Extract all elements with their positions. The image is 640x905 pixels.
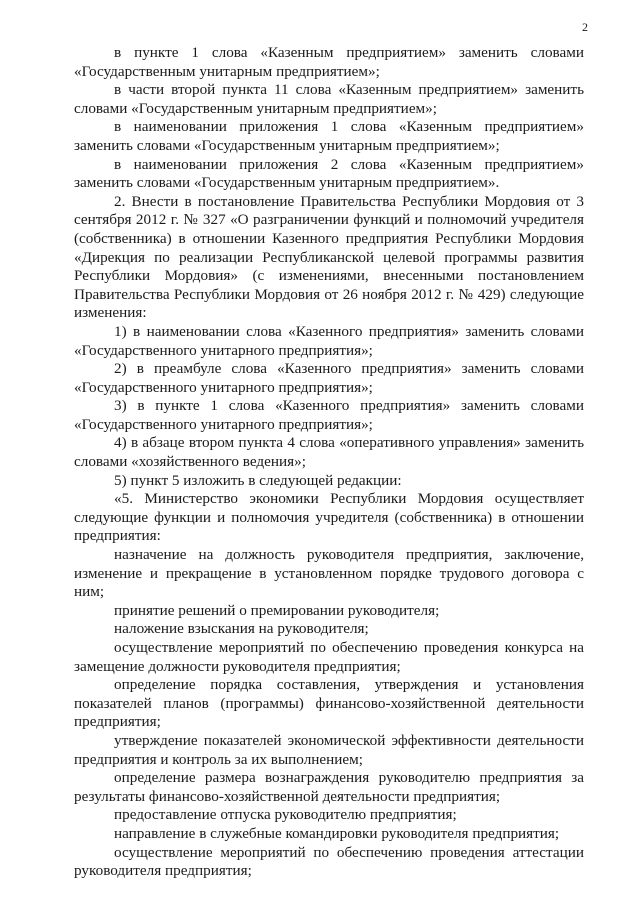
paragraph: «5. Министерство экономики Республики Мордовия осуществляет следующие функции и полномочия учредителя (собственника) в отношении предприятия: [74,490,584,545]
paragraph: в наименовании приложения 2 слова «Казенным предприятием» заменить словами «Государственным унитарным предприятием». [74,155,584,192]
paragraph: 2. Внести в постановление Правительства Республики Мордовия от 3 сентября 2012 г. № 327 «О разграничении функций и полномочий учредителя (собственника) в отношении Казенного предприятия Республики Мордовия «Дирекция по реализации Республиканской целевой программы развития Республики Мордовия» (с изменениями, внесенными постановлением Правительства Республики Мордовия от 26 ноября 2012 г. № 429) следующие изменения: [74,192,584,322]
paragraph: предоставление отпуска руководителю предприятия; [114,806,457,824]
paragraph: направление в служебные командировки руководителя предприятия; [114,824,560,842]
paragraph: принятие решений о премировании руководителя; [114,601,440,619]
document-body [74,44,584,881]
paragraph: 5) пункт 5 изложить в следующей редакции: [114,471,402,489]
paragraph: 1) в наименовании слова «Казенного предприятия» заменить словами «Государственного унитарного предприятия»; [74,322,584,359]
paragraph: осуществление мероприятий по обеспечению проведения аттестации руководителя предприятия; [74,843,584,880]
paragraph: определение размера вознаграждения руководителю предприятия за результаты финансово-хозяйственной деятельности предприятия; [74,769,584,805]
paragraph: в пункте 1 слова «Казенным предприятием» заменить словами «Государственным унитарным предприятием»; [74,44,584,80]
paragraph: 3) в пункте 1 слова «Казенного предприятия» заменить словами «Государственного унитарного предприятия»; [74,397,584,433]
paragraph: определение порядка составления, утверждения и установления показателей планов (программы) финансово-хозяйственной деятельности предприятия; [74,676,584,731]
paragraph: наложение взыскания на руководителя; [114,620,369,638]
page-number: 2 [582,20,588,34]
paragraph: 2) в преамбуле слова «Казенного предприятия» заменить словами «Государственного унитарного предприятия»; [74,360,584,396]
paragraph: в наименовании приложения 1 слова «Казенным предприятием» заменить словами «Государственным унитарным предприятием»; [74,118,584,154]
paragraph: 4) в абзаце втором пункта 4 слова «оперативного управления» заменить словами «хозяйственного ведения»; [74,434,584,471]
paragraph: утверждение показателей экономической эффективности деятельности предприятия и контроль за их выполнением; [74,731,584,768]
paragraph: назначение на должность руководителя предприятия, заключение, изменение и прекращение в установленном порядке трудового договора с ним; [74,546,584,601]
paragraph: осуществление мероприятий по обеспечению проведения конкурса на замещение должности руководителя предприятия; [74,639,584,675]
paragraph: в части второй пункта 11 слова «Казенным предприятием» заменить словами «Государственным унитарным предприятием»; [74,81,584,117]
